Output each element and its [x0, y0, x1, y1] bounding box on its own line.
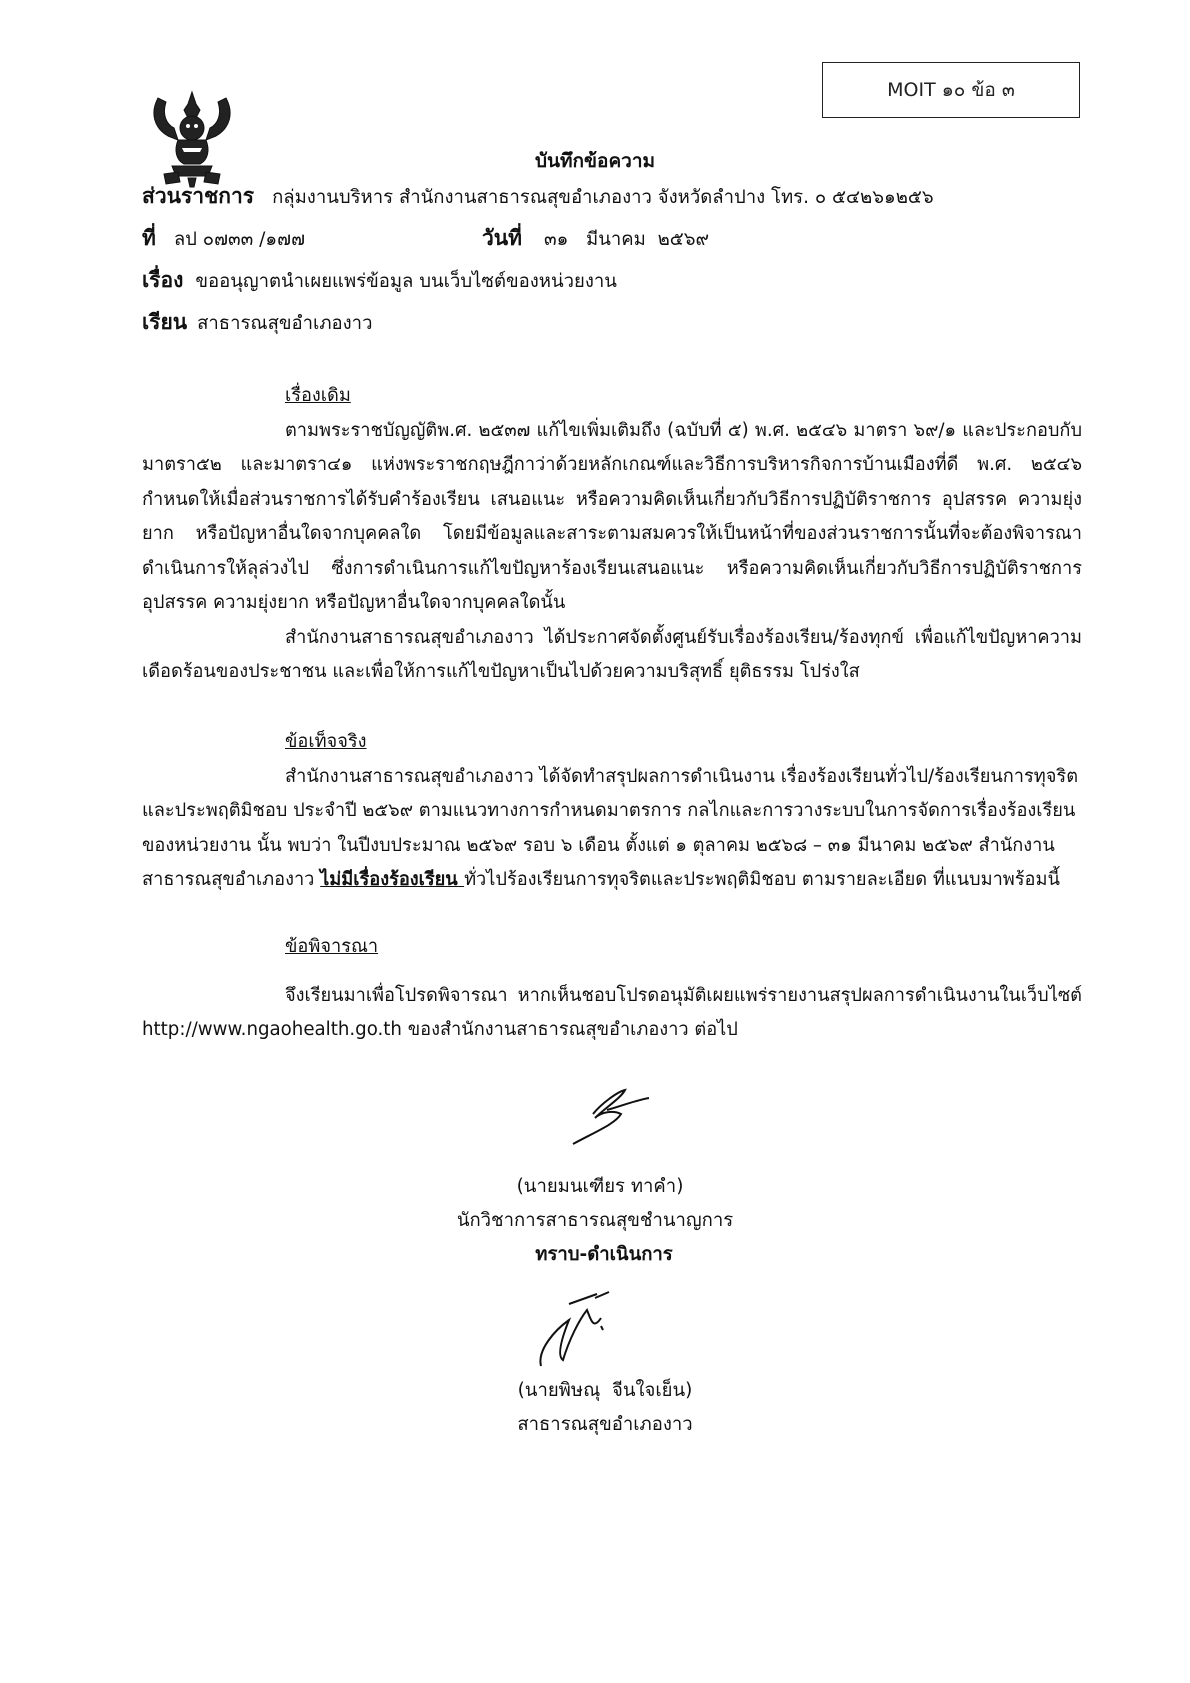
signer-2-name: (นายพิษณุ จีนใจเย็น): [517, 1380, 693, 1401]
to-label: เรียน: [142, 310, 188, 334]
reference-row: [142, 222, 305, 255]
memo-title: บันทึกข้อความ: [534, 150, 656, 172]
department-value: กลุ่มงานบริหาร สำนักงานสาธารณสุขอำเภองาว จังหวัดลำปาง โทร. ๐ ๕๔๒๖๑๒๕๖: [272, 187, 934, 208]
facts-text-before: สำนักงานสาธารณสุขอำเภองาว ได้จัดทำสรุปผลการดำเนินงาน เรื่องร้องเรียนทั่วไป/ร้องเรียนการทุจริตและประพฤติมิชอบ ประจำปี ๒๕๖๙ ตามแนวทางการกำหนดมาตรการ กลไกและการวางระบบในการจัดการเรื่องร้องเรียนของหน่วยงาน นั้น พบว่า ในปีงบประมาณ ๒๕๖๙ รอบ ๖ เดือน ตั้งแต่ ๑ ตุลาคม ๒๕๖๘ – ๓๑ มีนาคม ๒๕๖๙ สำนักงานสาธารณสุขอำเภองาว: [142, 765, 1079, 890]
facts-paragraph: [142, 760, 1082, 898]
subject-value: ขออนุญาตนำเผยแพร่ข้อมูล บนเว็บไซต์ของหน่วยงาน: [195, 271, 617, 292]
to-value: สาธารณสุขอำเภองาว: [197, 313, 373, 334]
signer-1-name: (นายมนเฑียร ทาคำ): [516, 1176, 684, 1197]
background-heading: เรื่องเดิม: [285, 385, 351, 406]
consideration-section: [142, 930, 1082, 1048]
date-value: ๓๑ มีนาคม ๒๕๖๙: [544, 229, 710, 250]
reference-value: ลป ๐๗๓๓ /๑๗๗: [173, 229, 305, 250]
facts-text-after: ทั่วไปร้องเรียนการทุจริตและประพฤติมิชอบ ตามรายละเอียด ที่แนบมาพร้อมนี้: [464, 869, 1060, 890]
signature-1-icon: [565, 1088, 655, 1148]
consideration-heading: ข้อพิจารณา: [285, 936, 379, 957]
background-paragraph-2: สำนักงานสาธารณสุขอำเภองาว ได้ประกาศจัดตั้งศูนย์รับเรื่องร้องเรียน/ร้องทุกข์ เพื่อแก้ไขปัญหาความเดือดร้อนของประชาชน และเพื่อให้การแก้ไขปัญหาเป็นไปด้วยความบริสุทธิ์ ยุติธรรม โปร่งใส: [142, 626, 1082, 682]
facts-section: [142, 725, 1082, 898]
background-section: [142, 379, 1082, 690]
doc-code: MOIT ๑๐ ข้อ ๓: [887, 79, 1015, 101]
consideration-paragraph: จึงเรียนมาเพื่อโปรดพิจารณา หากเห็นชอบโปรดอนุมัติเผยแพร่รายงานสรุปผลการดำเนินงานในเว็บไซต์ http://www.ngaohealth.go.th ของสำนักงานสาธารณสุขอำเภองาว ต่อไป: [142, 984, 1082, 1040]
signer-1-position: นักวิชาการสาธารณสุขชำนาญการ: [456, 1210, 734, 1231]
signer-2-block: [0, 1374, 1190, 1442]
department-label: ส่วนราชการ: [142, 184, 255, 208]
no-complaints-emphasis: ไม่มีเรื่องร้องเรียน: [320, 869, 465, 890]
signature-2-icon: [535, 1290, 615, 1370]
date-row: [482, 222, 709, 255]
subject-label: เรื่อง: [142, 268, 184, 292]
department-row: [142, 180, 934, 213]
reference-label: ที่: [142, 226, 156, 250]
background-paragraph-1: ตามพระราชบัญญัติพ.ศ. ๒๕๓๗ แก้ไขเพิ่มเติมถึง (ฉบับที่ ๕) พ.ศ. ๒๕๔๖ มาตรา ๖๙/๑ และประกอบกับมาตรา๕๒ และมาตรา๔๑ แห่งพระราชกฤษฎีกาว่าด้วยหลักเกณฑ์และวิธีการบริหารกิจการบ้านเมืองที่ดี พ.ศ. ๒๕๔๖ กำหนดให้เมื่อส่วนราชการได้รับคำร้องเรียน เสนอแนะ หรือความคิดเห็นเกี่ยวกับวิธีการปฏิบัติราชการ อุปสรรค ความยุ่งยาก หรือปัญหาอื่นใดจากบุคคลใด โดยมีข้อมูลและสาระตามสมควรให้เป็นหน้าที่ของส่วนราชการนั้นที่จะต้องพิจารณาดำเนินการให้ลุล่วงไป ซึ่งการดำเนินการแก้ไขปัญหาร้องเรียนเสนอแนะ หรือความคิดเห็นเกี่ยวกับวิธีการปฏิบัติราชการ อุปสรรค ความยุ่งยาก หรือปัญหาอื่นใดจากบุคคลใดนั้น: [142, 419, 1082, 613]
approval-note: ทราบ-ดำเนินการ: [535, 1244, 673, 1265]
subject-row: [142, 264, 617, 297]
to-row: [142, 306, 372, 339]
facts-heading: ข้อเท็จจริง: [285, 731, 367, 752]
signer-1-block: [0, 1170, 1190, 1272]
doc-code-box: [822, 62, 1080, 118]
signer-2-position: สาธารณสุขอำเภองาว: [517, 1414, 693, 1435]
date-label: วันที่: [482, 226, 522, 250]
